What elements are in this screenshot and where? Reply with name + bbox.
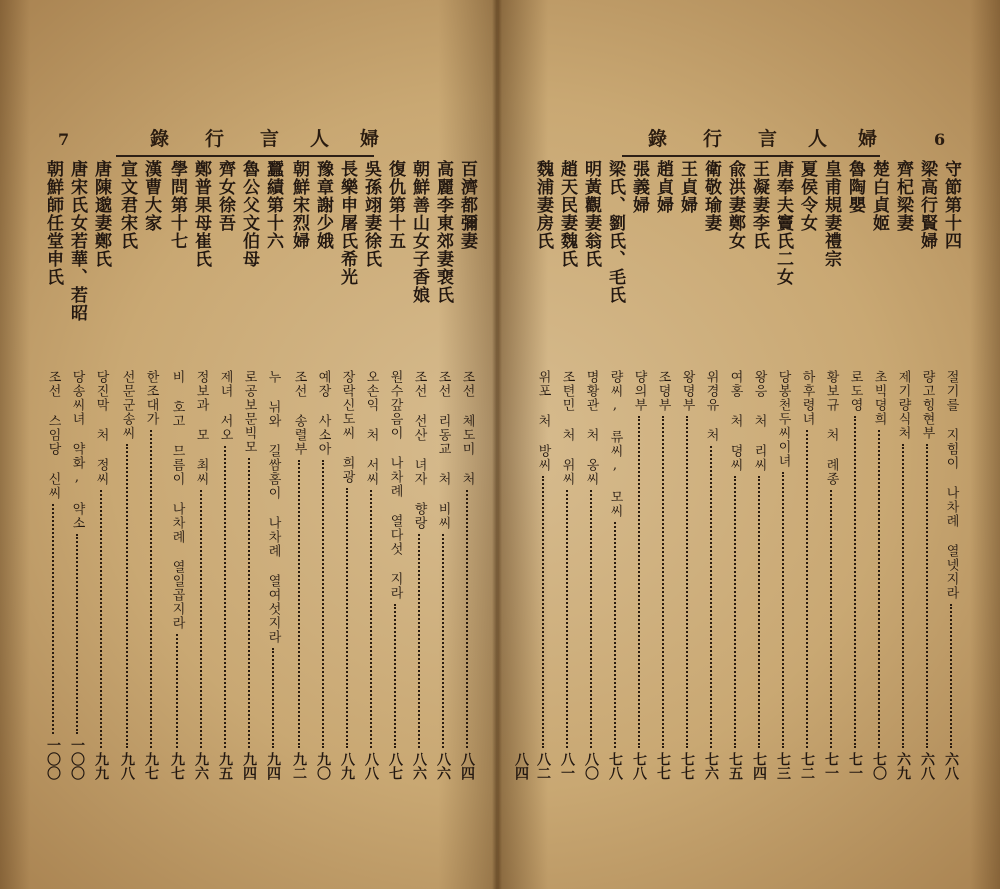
header-char: 錄 [150, 128, 170, 150]
leader-dots [346, 488, 348, 748]
entry-text: 한조대가 [143, 370, 159, 426]
title-column: 齊杞梁妻 [893, 160, 913, 232]
toc-entry[interactable] [656, 370, 670, 780]
entry-text: 당봉천두씨이녀 [775, 370, 791, 468]
leader-dots [662, 416, 664, 748]
title-column: 豫章謝少娥 [313, 160, 333, 250]
entry-page: 八九 [339, 752, 355, 780]
title-column: 魯陶嬰 [845, 160, 865, 214]
entry-page: 八六 [411, 752, 427, 780]
toc-entry[interactable] [46, 370, 60, 780]
entry-text: 여홍 처 뎡씨 [727, 370, 743, 472]
leader-dots [686, 416, 688, 748]
toc-entry[interactable] [536, 370, 550, 780]
entry-text: 하후령녀 [799, 370, 815, 426]
entry-text: 비 호고 므름이 나차례 열일곱지라 [169, 370, 185, 630]
entry-page: 七五 [727, 752, 743, 780]
header-char: 婦 [858, 128, 878, 150]
entry-text: 조선 스임당 신씨 [45, 370, 61, 500]
entry-page: 七四 [751, 752, 767, 780]
leader-dots [950, 604, 952, 748]
header-rule [116, 155, 374, 157]
toc-entry[interactable] [364, 370, 378, 780]
leader-dots [76, 534, 78, 734]
title-column: 齊女徐吾 [215, 160, 235, 232]
title-column: 高麗李東郊妻裵氏 [433, 160, 453, 304]
title-column: 梁高行賢婦 [917, 160, 937, 250]
title-column: 唐宋氏女若華、若昭 [67, 160, 87, 322]
toc-entry[interactable] [218, 370, 232, 780]
toc-entry[interactable] [316, 370, 330, 780]
entry-text: 조선 송렬부 [291, 370, 307, 456]
entry-page: 九七 [143, 752, 159, 780]
leader-dots [200, 490, 202, 748]
entry-page: 九四 [241, 752, 257, 780]
entry-text: 누 뉘와 길쌈홈이 나차례 열여섯지라 [265, 370, 281, 644]
entry-text: 절기를 지힘이 나차례 열넷지라 [943, 370, 959, 600]
right-page [498, 0, 1000, 889]
entry-page: 七七 [655, 752, 671, 780]
leader-dots [322, 460, 324, 748]
entry-page: 七六 [703, 752, 719, 780]
entry-page: 八四 [513, 752, 529, 780]
title-column: 明黃觀妻翁氏 [581, 160, 601, 268]
entry-text: 정보과 모 최씨 [193, 370, 209, 486]
entry-text: 량고힝현부 [919, 370, 935, 440]
toc-entry[interactable] [920, 370, 934, 780]
page-number: 6 [934, 130, 946, 149]
entry-page: 九五 [217, 752, 233, 780]
entry-page: 七八 [607, 752, 623, 780]
header-rule [622, 155, 880, 157]
entry-text: 로공보문빅모 [241, 370, 257, 454]
toc-entry[interactable] [242, 370, 256, 780]
leader-dots [394, 604, 396, 748]
title-column: 趙貞婦 [653, 160, 673, 214]
entry-page: 八八 [363, 752, 379, 780]
left-page [0, 0, 498, 889]
entry-page: 一〇〇 [45, 738, 61, 780]
title-column: 朝鮮善山女子香娘 [409, 160, 429, 304]
leader-dots [734, 476, 736, 748]
entry-text: 로도영 [847, 370, 863, 412]
header-char: 言 [758, 128, 778, 150]
toc-entry[interactable] [120, 370, 134, 780]
header-char: 行 [205, 128, 225, 150]
toc-entry[interactable] [436, 370, 450, 780]
title-column: 楚白貞姬 [869, 160, 889, 232]
toc-entry[interactable] [848, 370, 862, 780]
entry-text: 오손익 처 서씨 [363, 370, 379, 486]
leader-dots [854, 416, 856, 748]
toc-entry[interactable] [584, 370, 598, 780]
leader-dots [566, 490, 568, 748]
leader-dots [926, 444, 928, 748]
entry-text: 제녀 서오 [217, 370, 233, 442]
page-number: 7 [58, 130, 70, 149]
entry-page: 八四 [459, 752, 475, 780]
entry-page: 六九 [895, 752, 911, 780]
entry-page: 一〇〇 [69, 738, 85, 780]
entry-page: 九四 [265, 752, 281, 780]
leader-dots [370, 490, 372, 748]
leader-dots [758, 476, 760, 748]
toc-entry[interactable] [800, 370, 814, 780]
entry-page: 七八 [631, 752, 647, 780]
toc-entry[interactable] [70, 370, 84, 780]
toc-entry[interactable] [776, 370, 790, 780]
header-char: 行 [703, 128, 723, 150]
leader-dots [902, 444, 904, 748]
title-column: 衛敬瑜妻 [701, 160, 721, 232]
entry-page: 八七 [387, 752, 403, 780]
leader-dots [710, 446, 712, 748]
entry-page: 九七 [169, 752, 185, 780]
toc-entry[interactable] [944, 370, 958, 780]
entry-page: 七三 [775, 752, 791, 780]
leader-dots [272, 648, 274, 748]
toc-entry[interactable] [824, 370, 838, 780]
leader-dots [830, 490, 832, 748]
entry-text: 예장 사소아 [315, 370, 331, 456]
entry-page: 九八 [119, 752, 135, 780]
entry-page: 八六 [435, 752, 451, 780]
title-column: 王貞婦 [677, 160, 697, 214]
running-header [150, 124, 380, 154]
entry-text: 초빅뎡희 [871, 370, 887, 426]
header-char: 言 [260, 128, 280, 150]
leader-dots [782, 472, 784, 748]
leader-dots [52, 504, 54, 734]
header-char: 人 [808, 128, 828, 150]
header-char: 婦 [360, 128, 380, 150]
entry-text: 량씨, 류씨, 모씨 [607, 370, 623, 518]
leader-dots [806, 430, 808, 748]
toc-entry[interactable] [680, 370, 694, 780]
toc-entry[interactable] [412, 370, 426, 780]
entry-page: 六八 [943, 752, 959, 780]
entry-text: 댱의부 [631, 370, 647, 412]
leader-dots [614, 522, 616, 748]
leader-dots [100, 490, 102, 748]
title-column: 復仇第十五 [385, 160, 405, 250]
toc-entry[interactable] [266, 370, 280, 780]
leader-dots [590, 490, 592, 748]
entry-page: 七一 [847, 752, 863, 780]
title-column: 朝鮮宋烈婦 [289, 160, 309, 250]
title-column: 夏侯令女 [797, 160, 817, 232]
toc-entry[interactable] [170, 370, 184, 780]
entry-page: 九〇 [315, 752, 331, 780]
entry-page: 七七 [679, 752, 695, 780]
header-char: 錄 [648, 128, 668, 150]
leader-dots [878, 430, 880, 748]
leader-dots [224, 446, 226, 748]
toc-entry[interactable] [704, 370, 718, 780]
toc-entry[interactable] [514, 370, 528, 780]
title-column: 吳孫翊妻徐氏 [361, 160, 381, 268]
toc-entry[interactable] [752, 370, 766, 780]
title-column: 張義婦 [629, 160, 649, 214]
entry-text: 조선 리동교 처 비씨 [435, 370, 451, 530]
entry-page: 九九 [93, 752, 109, 780]
title-column: 梁氏、劉氏、毛氏 [605, 160, 625, 304]
entry-text: 원수갚음이 나차례 열다섯 지라 [387, 370, 403, 600]
toc-entry[interactable] [94, 370, 108, 780]
title-column: 宣文君宋氏 [117, 160, 137, 250]
entry-text: 조선 체도미 처 [459, 370, 475, 486]
title-column: 長樂申屠氏希光 [337, 160, 357, 286]
entry-page: 八〇 [583, 752, 599, 780]
title-column: 朝鮮師任堂申氏 [43, 160, 63, 286]
entry-text: 조선 선산 녀자 향랑 [411, 370, 427, 530]
title-column: 魯公父文伯母 [239, 160, 259, 268]
entry-page: 九六 [193, 752, 209, 780]
toc-entry[interactable] [292, 370, 306, 780]
entry-text: 당진막 처 정씨 [93, 370, 109, 486]
title-column: 兪洪妻鄭女 [725, 160, 745, 250]
leader-dots [466, 490, 468, 748]
toc-entry[interactable] [340, 370, 354, 780]
entry-page: 八一 [559, 752, 575, 780]
title-column: 唐奉夫竇氏二女 [773, 160, 793, 286]
entry-page: 六八 [919, 752, 935, 780]
title-column: 鄭普果母崔氏 [191, 160, 211, 268]
toc-entry[interactable] [632, 370, 646, 780]
leader-dots [542, 476, 544, 748]
title-column: 皇甫規妻禮宗 [821, 160, 841, 268]
title-column: 守節第十四 [941, 160, 961, 250]
leader-dots [298, 460, 300, 748]
entry-page: 七二 [799, 752, 815, 780]
title-column: 魏浦妻房氏 [533, 160, 553, 250]
entry-text: 위경유 처 [703, 370, 719, 442]
entry-text: 선문군송씨 [119, 370, 135, 440]
entry-text: 조텬민 처 위씨 [559, 370, 575, 486]
running-header [648, 124, 878, 154]
toc-entry[interactable] [896, 370, 910, 780]
entry-text: 당송씨녀 약화, 약소 [69, 370, 85, 530]
title-column: 蠶績第十六 [263, 160, 283, 250]
entry-text: 명황관 처 옹씨 [583, 370, 599, 486]
entry-text: 장락신도씨 희광 [339, 370, 355, 484]
entry-text: 제기량식처 [895, 370, 911, 440]
header-char: 人 [310, 128, 330, 150]
leader-dots [150, 430, 152, 748]
toc-entry[interactable] [460, 370, 474, 780]
title-column: 王凝妻李氏 [749, 160, 769, 250]
title-column: 趙天民妻魏氏 [557, 160, 577, 268]
entry-text: 왕뎡부 [679, 370, 695, 412]
toc-entry[interactable] [388, 370, 402, 780]
toc-entry[interactable] [728, 370, 742, 780]
toc-entry[interactable] [560, 370, 574, 780]
title-column: 唐陳邈妻鄭氏 [91, 160, 111, 268]
leader-dots [418, 534, 420, 748]
title-column: 漢曹大家 [141, 160, 161, 232]
entry-text: 왕응 처 리씨 [751, 370, 767, 472]
toc-entry[interactable] [144, 370, 158, 780]
entry-text: 조뎡부 [655, 370, 671, 412]
entry-page: 八二 [535, 752, 551, 780]
leader-dots [248, 458, 250, 748]
leader-dots [126, 444, 128, 748]
title-column: 百濟都彌妻 [457, 160, 477, 250]
leader-dots [442, 534, 444, 748]
entry-text: 위포 처 방씨 [535, 370, 551, 472]
entry-text: 황보규 처 례종 [823, 370, 839, 486]
title-column: 學問第十七 [167, 160, 187, 250]
toc-entry[interactable] [608, 370, 622, 780]
entry-page: 七〇 [871, 752, 887, 780]
entry-page: 七一 [823, 752, 839, 780]
toc-entry[interactable] [194, 370, 208, 780]
entry-page: 九二 [291, 752, 307, 780]
leader-dots [638, 416, 640, 748]
leader-dots [176, 634, 178, 748]
toc-entry[interactable] [872, 370, 886, 780]
